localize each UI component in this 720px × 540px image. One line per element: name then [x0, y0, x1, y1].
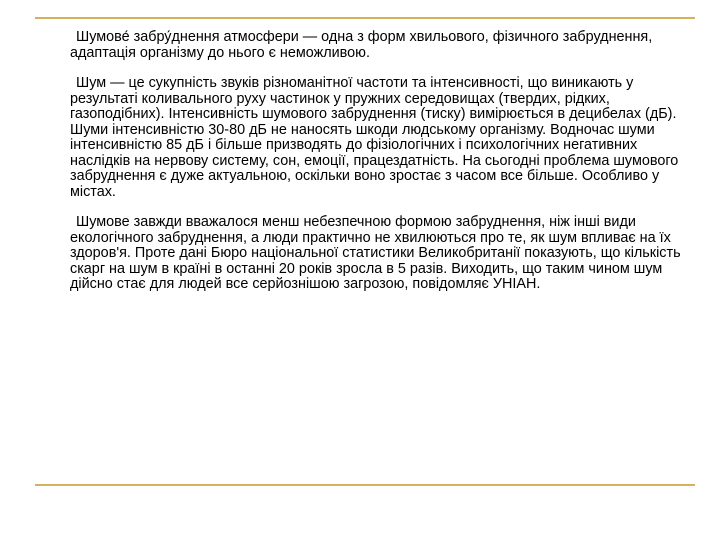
paragraph-noise-intensity: Шум — це сукупність звуків різноманітної частоти та інтенсивності, що виникають у результаті коливального руху частинок у пружних середовищах (твердих, рідких, газоподібних). Інтенсивність шумового забруднення (тиску) вимірюється в децибелах (дБ). Шуми інтенсивністю 30-80 дБ не наносять шкоди людському організму. Водночас шуми інтенсивністю 85 дБ і більше призводять до фізіологічних і психологічних негативних наслідків на нервову систему, сон, емоції, працездатність. На сьогодні проблема шумового забруднення є дуже актуальною, оскільки воно зростає з часом все більше. Особливо у містах.: [70, 75, 679, 200]
paragraph-noise-statistics: Шумове завжди вважалося менш небезпечною формою забруднення, ніж інші види екологічного забруднення, а люди практично не хвилюються про те, як шум впливає на їх здоров'я. Проте дані Бюро національної статистики Великобританії показують, що кількість скарг на шум в країні в останні 20 років зросла в 5 разів. Виходить, що таким чином шум дійсно стає для людей все серйознішою загрозою, повідомляє УНІАН.: [70, 214, 681, 292]
bottom-divider: [35, 484, 695, 486]
paragraph-noise-definition: Шумове́ забру́днення атмосфери — одна з форм хвильового, фізичного забруднення, адаптація організму до нього є неможливою.: [70, 29, 653, 61]
top-divider: [35, 17, 695, 19]
text-body: [70, 30, 682, 293]
